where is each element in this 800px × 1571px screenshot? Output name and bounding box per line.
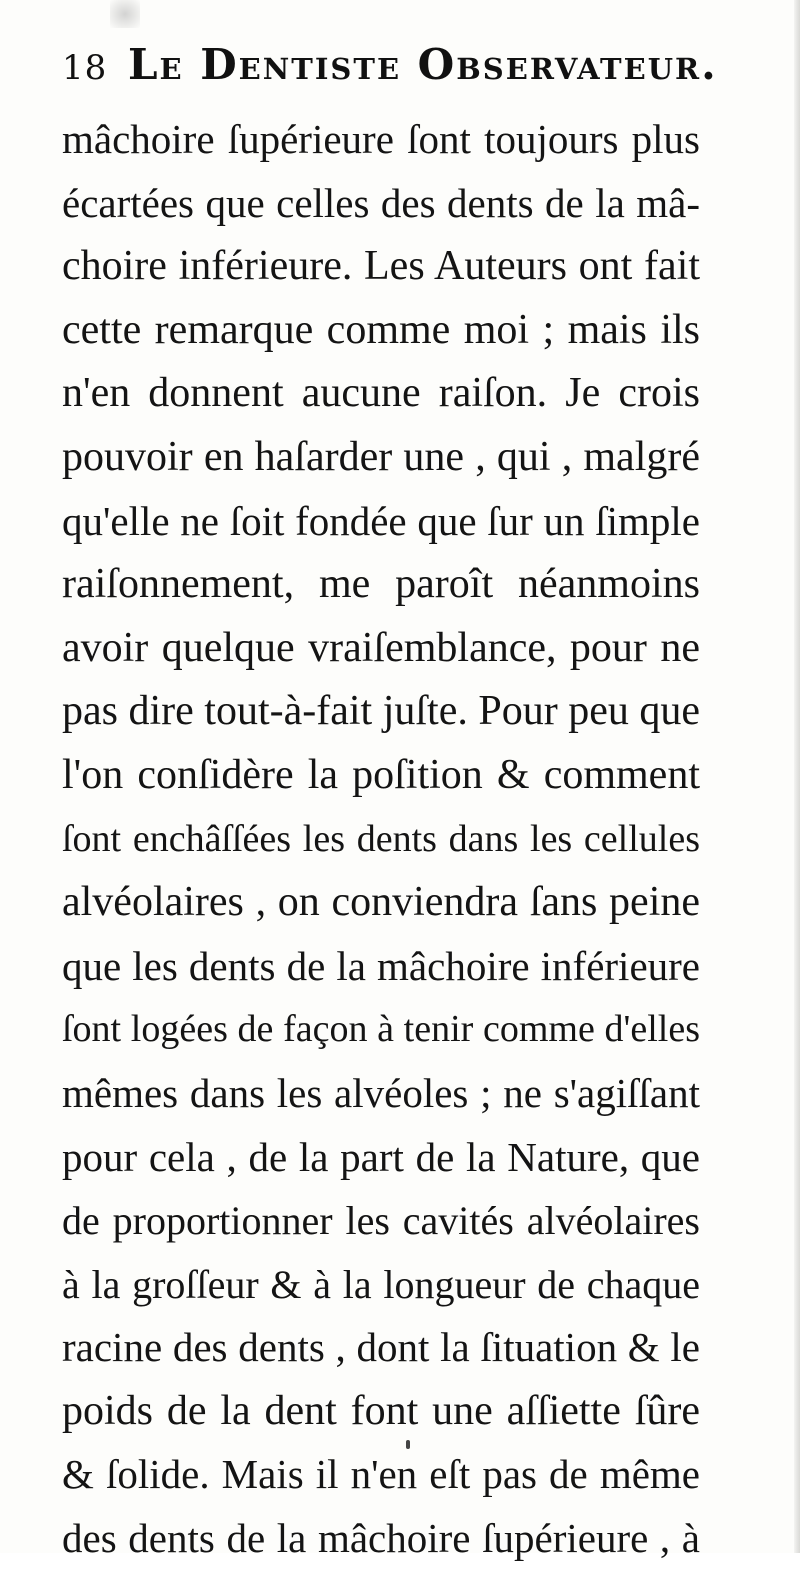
text-line: de proportionner les cavités alvéolaires [62, 1198, 700, 1244]
page-number: 18 [62, 48, 108, 88]
text-line: pour cela , de la part de la Nature, que [62, 1133, 700, 1180]
ink-speck [406, 1440, 410, 1449]
text-line: choire inférieure. Les Auteurs ont fait [62, 243, 700, 290]
text-line: pouvoir en haſarder une , qui , malgré [62, 433, 700, 480]
text-line: poids de la dent font une aſſiette ſûre [62, 1387, 700, 1434]
text-line: & ſolide. Mais il n'en eſt pas de même [62, 1451, 700, 1498]
ink-smudge [110, 0, 140, 28]
text-line: écartées que celles des dents de la mâ- [62, 179, 700, 226]
running-head [62, 40, 718, 100]
text-line: des dents de la mâchoire ſupérieure , à [62, 1515, 700, 1562]
text-line: pas dire tout-à-fait juſte. Pour peu que [62, 688, 700, 735]
text-line: ſont enchâſſées les dents dans les cellules [62, 817, 700, 860]
text-line: n'en donnent aucune raiſon. Je crois [62, 370, 700, 417]
running-title: Le Dentiste Observateur. [128, 40, 718, 89]
text-line: alvéolaires , on conviendra ſans peine [62, 879, 700, 926]
text-line: mâchoire ſupérieure ſont toujours plus [62, 116, 700, 162]
text-line: racine des dents , dont la ſituation & le [62, 1324, 700, 1371]
text-line: mêmes dans les alvéoles ; ne s'agiſſant [62, 1069, 700, 1116]
text-line: à la groſſeur & à la longueur de chaque [62, 1261, 700, 1307]
text-line: l'on conſidère la poſition & comment [62, 751, 700, 798]
text-line: ſont logées de façon à tenir comme d'elles [62, 1008, 700, 1051]
page-edge-shadow [794, 0, 800, 1553]
text-line: qu'elle ne ſoit fondée que ſur un ſimple [62, 497, 700, 544]
text-line: avoir quelque vraiſemblance, pour ne [62, 624, 700, 671]
text-line: cette remarque comme moi ; mais ils [62, 306, 700, 353]
text-line: que les dents de la mâchoire inférieure [62, 942, 700, 989]
text-line: raiſonnement, me paroît néanmoins [62, 561, 700, 608]
body-text [62, 108, 712, 1571]
